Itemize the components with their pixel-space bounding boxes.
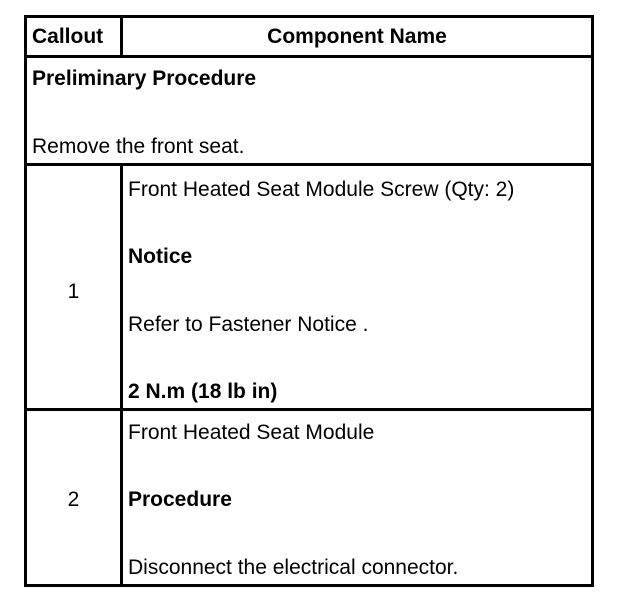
row1-notice-label: Notice: [128, 245, 193, 268]
header-component-name: Component Name: [267, 25, 447, 48]
preliminary-title: Preliminary Procedure: [32, 67, 257, 90]
row2-procedure-text: Disconnect the electrical connector.: [128, 556, 459, 579]
row1-torque: 2 N.m (18 lb in): [128, 380, 278, 403]
row2-procedure-label: Procedure: [128, 488, 232, 511]
row1-divider: [27, 408, 591, 411]
row1-callout: 1: [67, 280, 80, 303]
row1-component-name: Front Heated Seat Module Screw (Qty: 2): [128, 178, 515, 201]
body-column-divider: [120, 165, 123, 584]
preliminary-text: Remove the front seat.: [32, 135, 245, 158]
row1-notice-text: Refer to Fastener Notice .: [128, 313, 369, 336]
row2-component-name: Front Heated Seat Module: [128, 421, 375, 444]
row2-callout: 2: [67, 488, 80, 511]
header-divider: [27, 55, 591, 58]
preliminary-divider: [27, 163, 591, 166]
header-callout: Callout: [32, 25, 104, 48]
component-table: [24, 15, 594, 587]
